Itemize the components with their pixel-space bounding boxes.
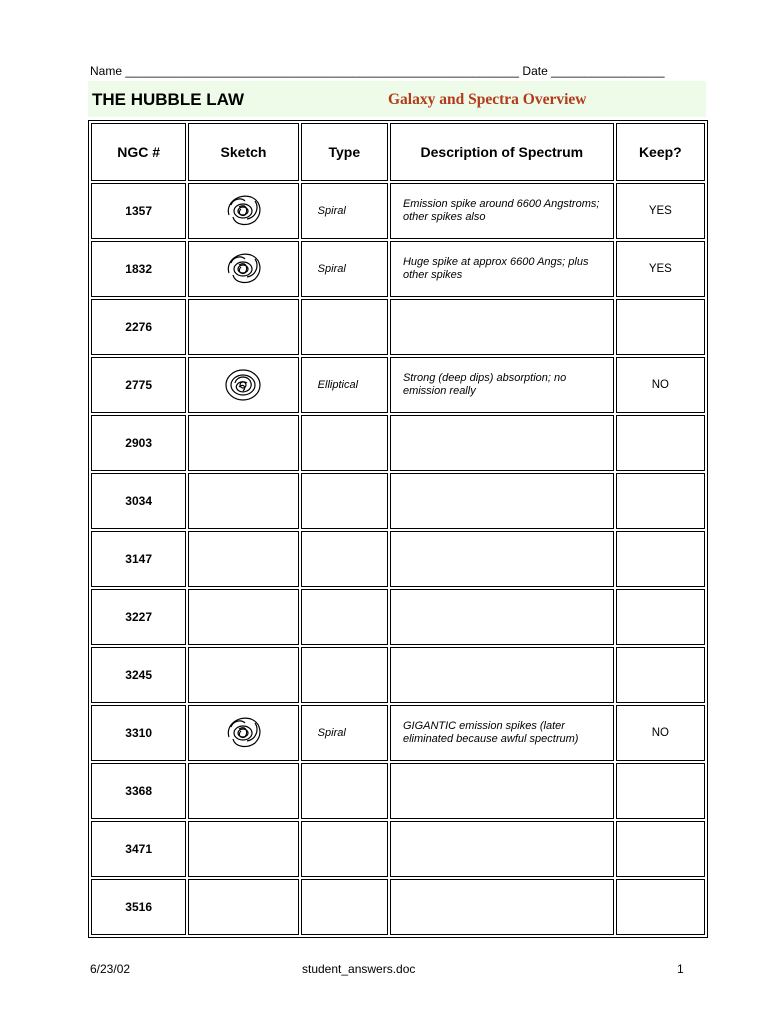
description-cell [390, 879, 614, 935]
galaxy-table [88, 120, 708, 938]
ngc-number-cell: 3245 [91, 647, 186, 703]
column-header-type: Type [301, 123, 388, 181]
sketch-cell [188, 183, 298, 239]
description-cell [390, 647, 614, 703]
description-cell: GIGANTIC emission spikes (later eliminated because awful spectrum) [390, 705, 614, 761]
type-cell [301, 589, 388, 645]
spiral-galaxy-sketch [189, 189, 297, 233]
type-cell [301, 299, 388, 355]
keep-cell: NO [616, 357, 705, 413]
sketch-cell [188, 531, 298, 587]
type-cell: Spiral [301, 705, 388, 761]
table-row [91, 763, 705, 819]
sketch-cell [188, 647, 298, 703]
table-row [91, 647, 705, 703]
table-row [91, 705, 705, 761]
elliptical-galaxy-sketch [189, 363, 297, 407]
table-row [91, 531, 705, 587]
sketch-cell [188, 589, 298, 645]
type-cell [301, 531, 388, 587]
column-header-description: Description of Spectrum [390, 123, 614, 181]
description-cell [390, 763, 614, 819]
keep-cell: YES [616, 183, 705, 239]
description-cell [390, 299, 614, 355]
keep-cell [616, 473, 705, 529]
table-row [91, 879, 705, 935]
sketch-cell [188, 473, 298, 529]
description-cell: Strong (deep dips) absorption; no emission really [390, 357, 614, 413]
description-cell [390, 821, 614, 877]
keep-cell [616, 415, 705, 471]
table-row [91, 473, 705, 529]
ngc-number-cell: 3227 [91, 589, 186, 645]
name-date-line: Name ___________________________________________________________ Date _________________ [90, 64, 665, 78]
description-cell [390, 415, 614, 471]
table-row [91, 183, 705, 239]
sketch-cell [188, 299, 298, 355]
column-header-ngc: NGC # [91, 123, 186, 181]
sketch-cell [188, 821, 298, 877]
type-cell [301, 763, 388, 819]
type-cell: Elliptical [301, 357, 388, 413]
sketch-cell [188, 357, 298, 413]
type-cell [301, 647, 388, 703]
footer-page-number: 1 [677, 962, 684, 976]
spiral-galaxy-sketch [189, 247, 297, 291]
ngc-number-cell: 3471 [91, 821, 186, 877]
type-cell [301, 415, 388, 471]
keep-cell [616, 763, 705, 819]
description-cell [390, 589, 614, 645]
document-subtitle: Galaxy and Spectra Overview [388, 91, 587, 108]
type-cell [301, 821, 388, 877]
description-cell [390, 473, 614, 529]
table-row [91, 241, 705, 297]
type-cell: Spiral [301, 241, 388, 297]
column-header-keep: Keep? [616, 123, 705, 181]
column-header-sketch: Sketch [188, 123, 298, 181]
keep-cell: NO [616, 705, 705, 761]
description-cell: Emission spike around 6600 Angstroms; other spikes also [390, 183, 614, 239]
keep-cell [616, 589, 705, 645]
sketch-cell [188, 705, 298, 761]
ngc-number-cell: 2903 [91, 415, 186, 471]
ngc-number-cell: 3310 [91, 705, 186, 761]
footer-filename: student_answers.doc [302, 962, 416, 976]
table-header-row [91, 123, 705, 181]
ngc-number-cell: 2775 [91, 357, 186, 413]
table-row [91, 589, 705, 645]
document-title: THE HUBBLE LAW [92, 90, 245, 109]
description-cell [390, 531, 614, 587]
keep-cell [616, 647, 705, 703]
keep-cell [616, 821, 705, 877]
type-cell [301, 473, 388, 529]
table-row [91, 299, 705, 355]
table-row [91, 357, 705, 413]
table-row [91, 821, 705, 877]
keep-cell [616, 299, 705, 355]
type-cell: Spiral [301, 183, 388, 239]
footer-date: 6/23/02 [90, 962, 131, 976]
sketch-cell [188, 241, 298, 297]
ngc-number-cell: 3147 [91, 531, 186, 587]
ngc-number-cell: 3516 [91, 879, 186, 935]
sketch-cell [188, 763, 298, 819]
type-cell [301, 879, 388, 935]
ngc-number-cell: 1357 [91, 183, 186, 239]
description-cell: Huge spike at approx 6600 Angs; plus other spikes [390, 241, 614, 297]
spiral-galaxy-sketch [189, 711, 297, 755]
sketch-cell [188, 415, 298, 471]
sketch-cell [188, 879, 298, 935]
ngc-number-cell: 3034 [91, 473, 186, 529]
ngc-number-cell: 1832 [91, 241, 186, 297]
keep-cell: YES [616, 241, 705, 297]
keep-cell [616, 531, 705, 587]
ngc-number-cell: 2276 [91, 299, 186, 355]
ngc-number-cell: 3368 [91, 763, 186, 819]
table-row [91, 415, 705, 471]
keep-cell [616, 879, 705, 935]
title-band [88, 81, 706, 117]
